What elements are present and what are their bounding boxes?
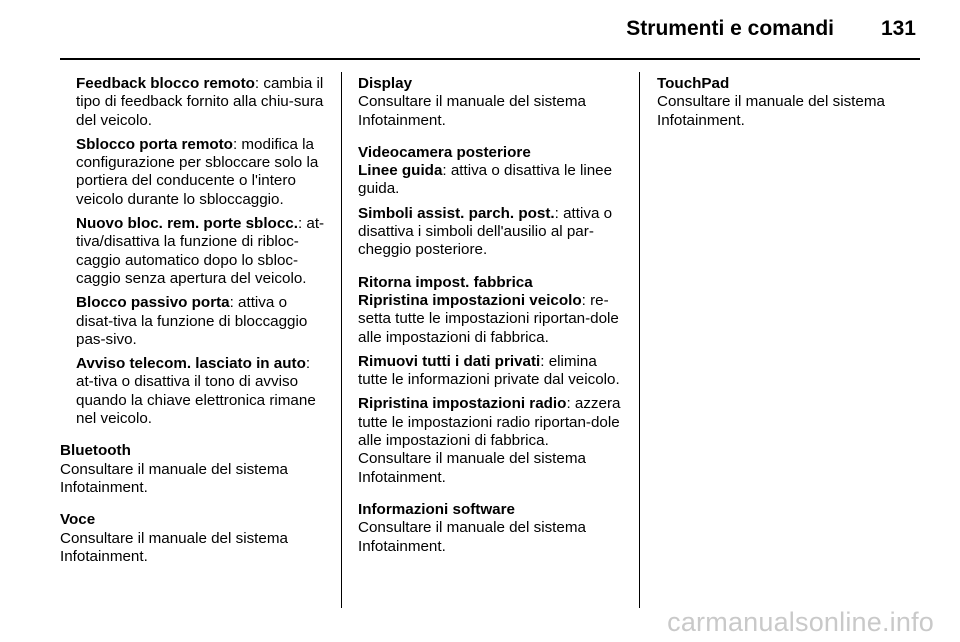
entry-text: : at-tiva/disattiva la funzione di ribloc-caggio automatico dopo lo sbloc-caggio senza apertura del veicolo. [76,215,325,287]
entry-label: Avviso telecom. lasciato in auto [76,355,306,373]
section-text: Consultare il manuale del sistema Infotainment. [358,519,586,555]
section-text: Consultare il manuale del sistema Infotainment. [358,93,586,129]
entry-text: : attiva o disattiva i simboli dell'ausilio al par-cheggio posteriore. [358,204,613,259]
entry-rimuovi-dati-privati [358,353,628,390]
header-rule [60,58,920,60]
section-title: Ritorna impost. fabbrica [358,273,533,291]
entry-label: Blocco passivo porta [76,294,230,312]
section-bluetooth [60,442,328,497]
column-divider [639,72,640,608]
section-title: Bluetooth [60,442,131,460]
entry-label: Nuovo bloc. rem. porte sblocc. [76,215,298,233]
entry-linee-guida [358,162,628,199]
page-title: Strumenti e comandi [626,17,834,40]
section-title: TouchPad [657,75,730,92]
section-touchpad [657,75,927,130]
entry-label: Rimuovi tutti i dati privati [358,352,541,370]
entry-sblocco-porta-remoto [60,136,328,209]
column-1 [60,75,328,566]
entry-label: Sblocco porta remoto [76,135,233,153]
column-3 [657,75,927,130]
section-note: Consultare il manuale del sistema Infotainment. [358,450,586,486]
entry-text: : at-tiva o disattiva il tono di avviso quando la chiave elettronica rimane nel veicolo. [76,355,316,428]
section-title: Voce [60,511,96,529]
page-number: 131 [880,17,916,40]
section-text: Consultare il manuale del sistema Infotainment. [657,93,885,129]
entry-avviso-telecom [60,355,328,428]
section-title: Videocamera posteriore [358,143,531,161]
entry-ripristina-impostazioni-veicolo [358,292,628,347]
section-display [358,75,628,130]
column-divider [341,72,342,608]
entry-text: : elimina tutte le informazioni private dal veicolo. [358,352,620,389]
column-2 [358,75,628,556]
entry-label: Simboli assist. parch. post. [358,204,555,222]
section-text: Consultare il manuale del sistema Infotainment. [60,460,288,496]
entry-label: Ripristina impostazioni radio [358,395,567,413]
section-title: Informazioni software [358,500,515,518]
entry-text: : attiva o disattiva le linee guida. [358,162,613,198]
section-voce [60,511,328,566]
entry-ripristina-impostazioni-radio [358,395,628,450]
entry-text: : azzera tutte le impostazioni radio riportan-dole alle impostazioni di fabbrica. [358,395,621,450]
entry-label: Linee guida [358,162,443,180]
entry-label: Ripristina impostazioni veicolo [358,291,582,309]
watermark: carmanualsonline.info [667,607,934,637]
entry-text: : cambia il tipo di feedback fornito alla chiu-sura del veicolo. [76,75,324,129]
section-text: Consultare il manuale del sistema Infotainment. [60,529,288,565]
entry-text: : attiva o disat-tiva la funzione di bloccaggio pas-sivo. [76,294,308,348]
section-ritorna-impost-fabbrica [358,274,628,487]
entry-feedback-blocco-remoto [60,75,328,130]
section-videocamera-posteriore [358,144,628,260]
entry-simboli-assist-parch [358,205,628,260]
entry-text: : modifica la configurazione per sbloccare solo la portiera del conducente o l'intero veicolo durante lo sbloccaggio. [76,135,319,208]
section-informazioni-software [358,501,628,556]
section-title: Display [358,75,413,92]
entry-nuovo-bloc-rem [60,215,328,288]
entry-text: : re-setta tutte le impostazioni riportan-dole alle impostazioni di fabbrica. [358,291,619,346]
entry-label: Feedback blocco remoto [76,75,255,92]
entry-blocco-passivo-porta [60,294,328,349]
